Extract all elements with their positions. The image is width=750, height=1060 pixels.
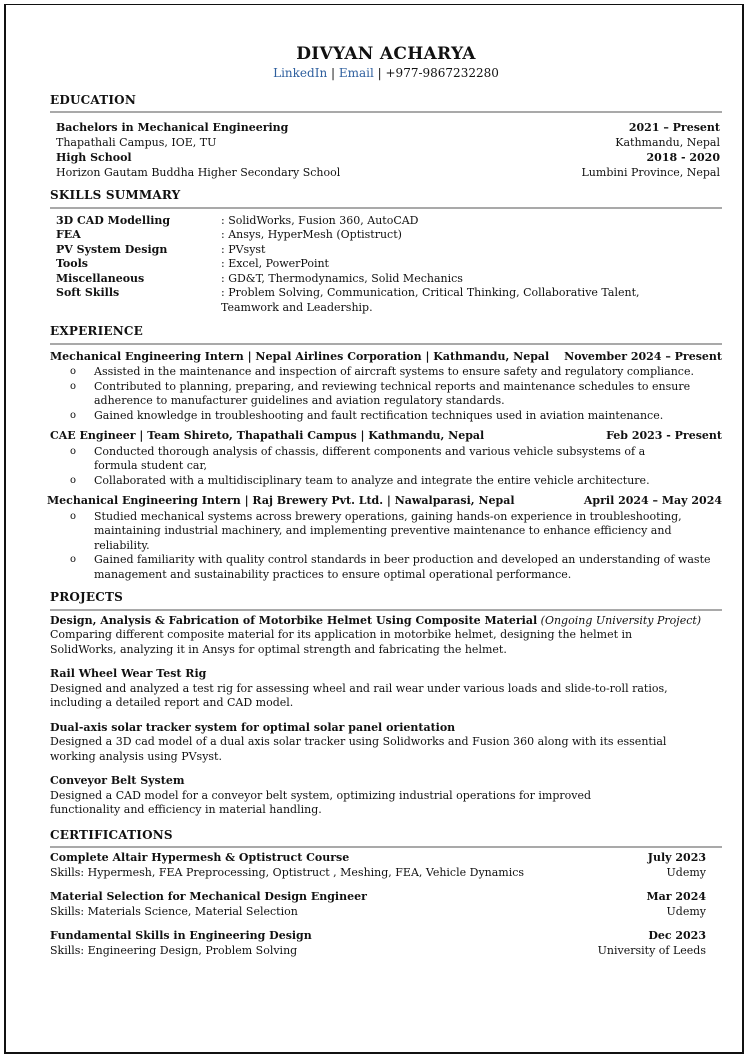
job-dates: Feb 2023 - Present: [606, 429, 722, 442]
skill-value: : GD&T, Thermodynamics, Solid Mechanics: [221, 271, 463, 285]
job-bullet: o Assisted in the maintenance and inspection of aircraft systems to ensure safety and regulatory compliance.: [50, 365, 722, 380]
certification-issuer: University of Leeds: [597, 943, 706, 957]
job-entry: [47, 494, 722, 582]
skill-row: [50, 228, 722, 243]
certification-skills: Skills: Materials Science, Material Selection: [50, 904, 298, 918]
certification-date: Mar 2024: [646, 890, 706, 903]
education-heading: EDUCATION: [50, 92, 136, 107]
section-divider: [50, 609, 722, 611]
skill-label: Soft Skills: [56, 286, 120, 299]
job-dates: November 2024 – Present: [564, 349, 722, 363]
project-description: Designed and analyzed a test rig for assessing wheel and rail wear under various loads and slide-to-roll ratios, including a detailed report and CAD model.: [50, 681, 668, 709]
job-dates: April 2024 – May 2024: [583, 494, 722, 507]
skill-label: FEA: [56, 228, 81, 241]
section-divider: [50, 343, 722, 345]
contact-separator: |: [327, 66, 339, 80]
skill-row: [50, 257, 722, 272]
contact-line: [50, 66, 722, 81]
job-title: Mechanical Engineering Intern | Raj Brewery Pvt. Ltd. | Nawalparasi, Nepal: [47, 494, 515, 507]
school-name: Horizon Gautam Buddha Higher Secondary School: [56, 165, 341, 179]
skill-value: : SolidWorks, Fusion 360, AutoCAD: [221, 213, 419, 227]
projects-heading: PROJECTS: [50, 590, 124, 604]
degree-dates: 2018 - 2020: [646, 151, 720, 164]
project-title: Rail Wheel Wear Test Rig: [50, 667, 207, 680]
project-title: Design, Analysis & Fabrication of Motorbike Helmet Using Composite Material: [50, 613, 538, 627]
certification-skills: Skills: Engineering Design, Problem Solving: [50, 943, 298, 957]
certifications-list: [50, 851, 722, 958]
skill-value: : Ansys, HyperMesh (Optistruct): [221, 228, 402, 241]
project-item: [50, 614, 702, 658]
skills-list: [50, 214, 722, 316]
certification-item: [50, 929, 722, 958]
experience-list: [47, 349, 722, 583]
school-name: Thapathali Campus, IOE, TU: [56, 135, 217, 149]
skill-label: 3D CAD Modelling: [56, 213, 171, 227]
email-link[interactable]: Email: [338, 66, 374, 80]
certification-issuer: Udemy: [666, 904, 706, 918]
skills-heading: SKILLS SUMMARY: [50, 188, 181, 202]
certification-skills: Skills: Hypermesh, FEA Preprocessing, Optistruct , Meshing, FEA, Vehicle Dynamics: [50, 865, 525, 879]
education-list: [50, 121, 722, 180]
skill-label: PV System Design: [56, 242, 168, 256]
section-divider: [50, 111, 722, 113]
resume-page: [47, 44, 722, 958]
job-bullet: o Collaborated with a multidisciplinary team to analyze and integrate the entire vehicle architecture.: [50, 474, 722, 489]
project-description: Comparing different composite material for its application in motorbike helmet, designing the helmet in SolidWorks, analyzing it in Ansys for optimal strength and fabricating the helmet.: [50, 628, 633, 656]
certification-title: Fundamental Skills in Engineering Design: [50, 929, 312, 942]
job-bullet: o Gained familiarity with quality control standards in beer production and developed an understanding of waste management and sustainability practices to ensure optimal operational performance.: [50, 553, 722, 582]
job-bullet: o Contributed to planning, preparing, and reviewing technical reports and maintenance schedules to ensure adherence to manufacturer guidelines and aviation regulatory standards.: [50, 380, 722, 409]
certifications-heading: CERTIFICATIONS: [50, 827, 173, 842]
job-title: Mechanical Engineering Intern | Nepal Airlines Corporation | Kathmandu, Nepal: [50, 349, 550, 363]
skill-row: [50, 243, 722, 258]
certification-item: [50, 851, 722, 880]
project-note: (Ongoing University Project): [540, 613, 702, 627]
degree-name: High School: [56, 151, 132, 164]
degree-dates: 2021 – Present: [628, 121, 720, 134]
job-entry: [50, 429, 722, 488]
project-title: Conveyor Belt System: [50, 774, 185, 787]
experience-heading: EXPERIENCE: [50, 324, 144, 338]
section-divider: [50, 846, 722, 848]
certification-date: Dec 2023: [648, 929, 706, 942]
phone-number: +977-9867232280: [385, 66, 499, 80]
projects-list: [50, 614, 722, 818]
skill-label: Tools: [56, 257, 88, 270]
candidate-name: DIVYAN ACHARYA: [296, 44, 476, 64]
project-item: [50, 667, 702, 711]
project-description: Designed a CAD model for a conveyor belt system, optimizing industrial operations for improved functionality and efficiency in material handling.: [50, 788, 592, 816]
job-entry: [50, 350, 722, 424]
skill-row: [50, 272, 722, 287]
skill-value: : Excel, PowerPoint: [221, 257, 329, 270]
section-divider: [50, 207, 722, 209]
contact-separator: |: [373, 66, 386, 80]
degree-name: Bachelors in Mechanical Engineering: [56, 121, 289, 134]
linkedin-link[interactable]: LinkedIn: [273, 66, 328, 80]
certification-item: [50, 890, 722, 919]
skill-value: : Problem Solving, Communication, Critical Thinking, Collaborative Talent, Teamwork and Leadership.: [221, 286, 640, 314]
job-bullet: o Gained knowledge in troubleshooting and fault rectification techniques used in aviation maintenance.: [50, 409, 722, 424]
education-item: [56, 151, 720, 180]
school-location: Kathmandu, Nepal: [615, 135, 720, 149]
skill-row: [50, 214, 722, 229]
certification-title: Complete Altair Hypermesh & Optistruct Course: [50, 851, 350, 864]
certification-issuer: Udemy: [666, 865, 706, 879]
certification-title: Material Selection for Mechanical Design Engineer: [50, 890, 367, 903]
project-title: Dual-axis solar tracker system for optimal solar panel orientation: [50, 720, 456, 734]
project-description: Designed a 3D cad model of a dual axis solar tracker using Solidworks and Fusion 360 along with its essential working analysis using PVsyst.: [50, 735, 667, 763]
school-location: Lumbini Province, Nepal: [581, 165, 720, 179]
certification-date: July 2023: [647, 851, 706, 864]
job-bullet: o Studied mechanical systems across brewery operations, gaining hands-on experience in troubleshooting, maintaining industrial machinery, and implementing preventive maintenance to enhance efficiency and reliability.: [50, 510, 722, 554]
project-item: [50, 774, 702, 818]
skill-value: : PVsyst: [221, 242, 266, 256]
skill-label: Miscellaneous: [56, 271, 145, 285]
education-item: [56, 121, 720, 150]
skill-row: [50, 286, 722, 315]
job-bullet: o Conducted thorough analysis of chassis, different components and various vehicle subsystems of a formula student car,: [50, 445, 722, 474]
job-title: CAE Engineer | Team Shireto, Thapathali Campus | Kathmandu, Nepal: [50, 429, 485, 442]
project-item: [50, 721, 702, 765]
